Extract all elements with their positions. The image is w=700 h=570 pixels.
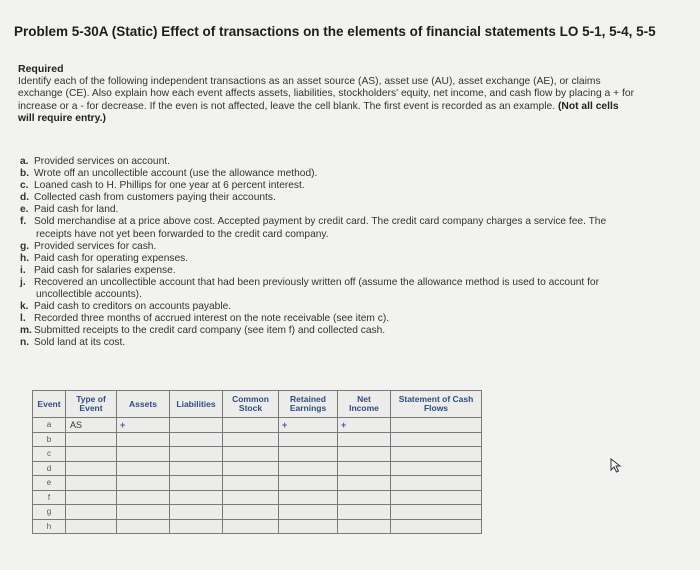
table-row <box>33 505 482 520</box>
transaction-j <box>20 277 690 289</box>
assets-cell[interactable] <box>117 505 170 520</box>
header-net-income <box>338 391 391 418</box>
answer-table <box>32 390 482 534</box>
common-stock-cell[interactable] <box>223 490 279 505</box>
retained-earnings-cell[interactable] <box>279 490 338 505</box>
transaction-label: m. <box>20 325 32 337</box>
transaction-text: Submitted receipts to the credit card company (see item f) and collected cash. <box>34 325 386 337</box>
header-net-line-2: Income <box>349 403 379 413</box>
transaction-h <box>20 253 690 265</box>
transaction-l <box>20 313 690 325</box>
transaction-text: Collected cash from customers paying their accounts. <box>34 192 276 204</box>
transaction-text: Sold land at its cost. <box>34 337 126 349</box>
assets-cell[interactable] <box>117 432 170 447</box>
liabilities-cell <box>170 418 223 433</box>
assets-cell[interactable] <box>117 490 170 505</box>
common-stock-cell[interactable] <box>223 476 279 491</box>
retained-earnings-cell[interactable] <box>279 519 338 534</box>
transaction-b <box>20 168 690 180</box>
cash-flows-cell[interactable] <box>391 505 482 520</box>
liabilities-cell[interactable] <box>170 432 223 447</box>
transaction-label: c. <box>20 180 29 192</box>
transaction-c <box>20 180 690 192</box>
transaction-m <box>20 325 690 337</box>
header-type-line-1: Type of <box>76 394 106 404</box>
type-cell[interactable] <box>66 490 117 505</box>
assets-cell[interactable] <box>117 519 170 534</box>
transaction-text: Recorded three months of accrued interest on the note receivable (see item c). <box>34 313 390 325</box>
net-income-cell[interactable] <box>338 519 391 534</box>
transaction-g <box>20 241 690 253</box>
assets-cell[interactable] <box>117 476 170 491</box>
table-row <box>33 447 482 462</box>
header-cash-line-1: Statement of Cash <box>398 394 474 404</box>
common-stock-cell[interactable] <box>223 461 279 476</box>
table-row <box>33 461 482 476</box>
transaction-label: i. <box>20 264 26 276</box>
header-statement-of-cash-flows <box>391 391 482 418</box>
transaction-label: e. <box>20 204 29 216</box>
retained-earnings-cell[interactable] <box>279 476 338 491</box>
transaction-n <box>20 337 690 349</box>
header-retained-line-2: Earnings <box>289 403 327 413</box>
transaction-text: Paid cash to creditors on accounts payable. <box>34 301 232 313</box>
event-label: e <box>33 476 66 491</box>
common-stock-cell[interactable] <box>223 447 279 462</box>
header-retained-earnings <box>279 391 338 418</box>
cash-flows-cell[interactable] <box>391 490 482 505</box>
retained-earnings-cell: + <box>279 418 338 433</box>
type-cell[interactable] <box>66 505 117 520</box>
type-cell[interactable] <box>66 476 117 491</box>
type-cell[interactable] <box>66 519 117 534</box>
liabilities-cell[interactable] <box>170 490 223 505</box>
liabilities-cell[interactable] <box>170 447 223 462</box>
retained-earnings-cell[interactable] <box>279 461 338 476</box>
table-body <box>33 418 482 534</box>
transaction-label: l. <box>20 313 26 325</box>
transaction-i <box>20 265 690 277</box>
cash-flows-cell[interactable] <box>391 461 482 476</box>
transaction-text: Paid cash for land. <box>34 204 119 216</box>
common-stock-cell[interactable] <box>223 432 279 447</box>
header-liabilities: Liabilities <box>170 391 223 418</box>
table-header-row <box>33 391 482 418</box>
event-label: b <box>33 432 66 447</box>
table-row <box>33 476 482 491</box>
cash-flows-cell[interactable] <box>391 432 482 447</box>
transaction-label: g. <box>20 240 30 252</box>
header-common-line-2: Stock <box>238 403 263 413</box>
header-common-line-1: Common <box>232 394 269 404</box>
table-row <box>33 490 482 505</box>
transaction-label: a. <box>20 156 29 167</box>
cash-flows-cell[interactable] <box>391 519 482 534</box>
transaction-text: Provided services for cash. <box>34 240 157 252</box>
note-bold-a: (Not all cells <box>557 100 619 112</box>
liabilities-cell[interactable] <box>170 461 223 476</box>
transaction-label: j. <box>20 276 26 288</box>
transaction-text: Recovered an uncollectible account that had been previously written off (assume the allowance method is used to account for <box>34 276 599 288</box>
retained-earnings-cell[interactable] <box>279 432 338 447</box>
event-label: d <box>33 461 66 476</box>
cash-flows-cell[interactable] <box>391 476 482 491</box>
transaction-label: d. <box>20 192 30 204</box>
net-income-cell: + <box>338 418 391 433</box>
assets-cell: + <box>117 418 170 433</box>
transaction-e <box>20 204 690 216</box>
transaction-k <box>20 301 690 313</box>
net-income-cell[interactable] <box>338 461 391 476</box>
transaction-label: k. <box>20 301 29 313</box>
net-income-cell[interactable] <box>338 432 391 447</box>
liabilities-cell[interactable] <box>170 476 223 491</box>
event-label: h <box>33 519 66 534</box>
net-income-cell[interactable] <box>338 490 391 505</box>
type-cell: AS <box>66 418 117 433</box>
common-stock-cell[interactable] <box>223 505 279 520</box>
transaction-label: b. <box>20 168 30 180</box>
table-row <box>33 432 482 447</box>
common-stock-cell[interactable] <box>223 519 279 534</box>
table-row <box>33 519 482 534</box>
liabilities-cell[interactable] <box>170 505 223 520</box>
assets-cell[interactable] <box>117 461 170 476</box>
cash-flows-cell[interactable] <box>391 447 482 462</box>
transaction-d <box>20 192 690 204</box>
note-bold-b: will require entry.) <box>18 113 106 125</box>
instructions <box>18 76 700 126</box>
transaction-label: h. <box>20 252 30 264</box>
transaction-text: Paid cash for salaries expense. <box>34 264 176 276</box>
assets-cell[interactable] <box>117 447 170 462</box>
net-income-cell[interactable] <box>338 476 391 491</box>
header-net-line-1: Net <box>357 394 371 404</box>
header-type-line-2: Event <box>79 403 103 413</box>
event-label: c <box>33 447 66 462</box>
transaction-text: Paid cash for operating expenses. <box>34 252 189 264</box>
transaction-text: Wrote off an uncollectible account (use the allowance method). <box>34 168 318 180</box>
retained-earnings-cell[interactable] <box>279 505 338 520</box>
instructions-line-1: Identify each of the following independent transactions as an asset source (AS), asset use (AU), asset exchange (AE), or claims <box>18 76 601 87</box>
type-cell[interactable] <box>66 447 117 462</box>
transaction-j-continued: uncollectible accounts). <box>36 289 142 301</box>
transaction-f-continued: receipts have not yet been forwarded to the credit card company. <box>36 228 329 240</box>
instructions-line-4 <box>18 113 700 125</box>
header-common-stock <box>223 391 279 418</box>
event-label: g <box>33 505 66 520</box>
transaction-a <box>20 156 690 168</box>
header-event: Event <box>33 391 66 418</box>
cash-flows-cell <box>391 418 482 433</box>
header-retained-line-1: Retained <box>290 394 326 404</box>
instructions-line-3-text: increase or a - for decrease. If the even is not affected, leave the cell blank. The first event is recorded as an example. <box>18 100 556 112</box>
transaction-f <box>20 216 690 228</box>
liabilities-cell[interactable] <box>170 519 223 534</box>
retained-earnings-cell[interactable] <box>279 447 338 462</box>
table-row <box>33 418 482 433</box>
common-stock-cell <box>223 418 279 433</box>
transaction-list <box>20 156 690 350</box>
transaction-text: Loaned cash to H. Phillips for one year at 6 percent interest. <box>34 180 305 192</box>
problem-title: Problem 5-30A (Static) Effect of transactions on the elements of financial statements LO 5-1, 5-4, 5-5 <box>14 24 656 39</box>
event-label: a <box>33 418 66 433</box>
transaction-label: f. <box>20 216 27 228</box>
type-cell[interactable] <box>66 461 117 476</box>
transaction-text: Sold merchandise at a price above cost. Accepted payment by credit card. The credit card company charges a service fee. The <box>34 216 607 228</box>
required-heading: Required <box>18 63 64 75</box>
header-cash-line-2: Flows <box>423 403 449 413</box>
type-cell[interactable] <box>66 432 117 447</box>
instructions-line-2: exchange (CE). Also explain how each event affects assets, liabilities, stockholders' equity, net income, and cash flow by placing a + for <box>18 88 635 100</box>
pointer-cursor-icon <box>610 458 624 474</box>
instructions-line-3 <box>18 101 700 113</box>
header-type-of-event <box>66 391 117 418</box>
event-label: f <box>33 490 66 505</box>
header-assets: Assets <box>117 391 170 418</box>
net-income-cell[interactable] <box>338 505 391 520</box>
transaction-label: n. <box>20 337 30 349</box>
net-income-cell[interactable] <box>338 447 391 462</box>
transaction-text: Provided services on account. <box>34 156 170 167</box>
